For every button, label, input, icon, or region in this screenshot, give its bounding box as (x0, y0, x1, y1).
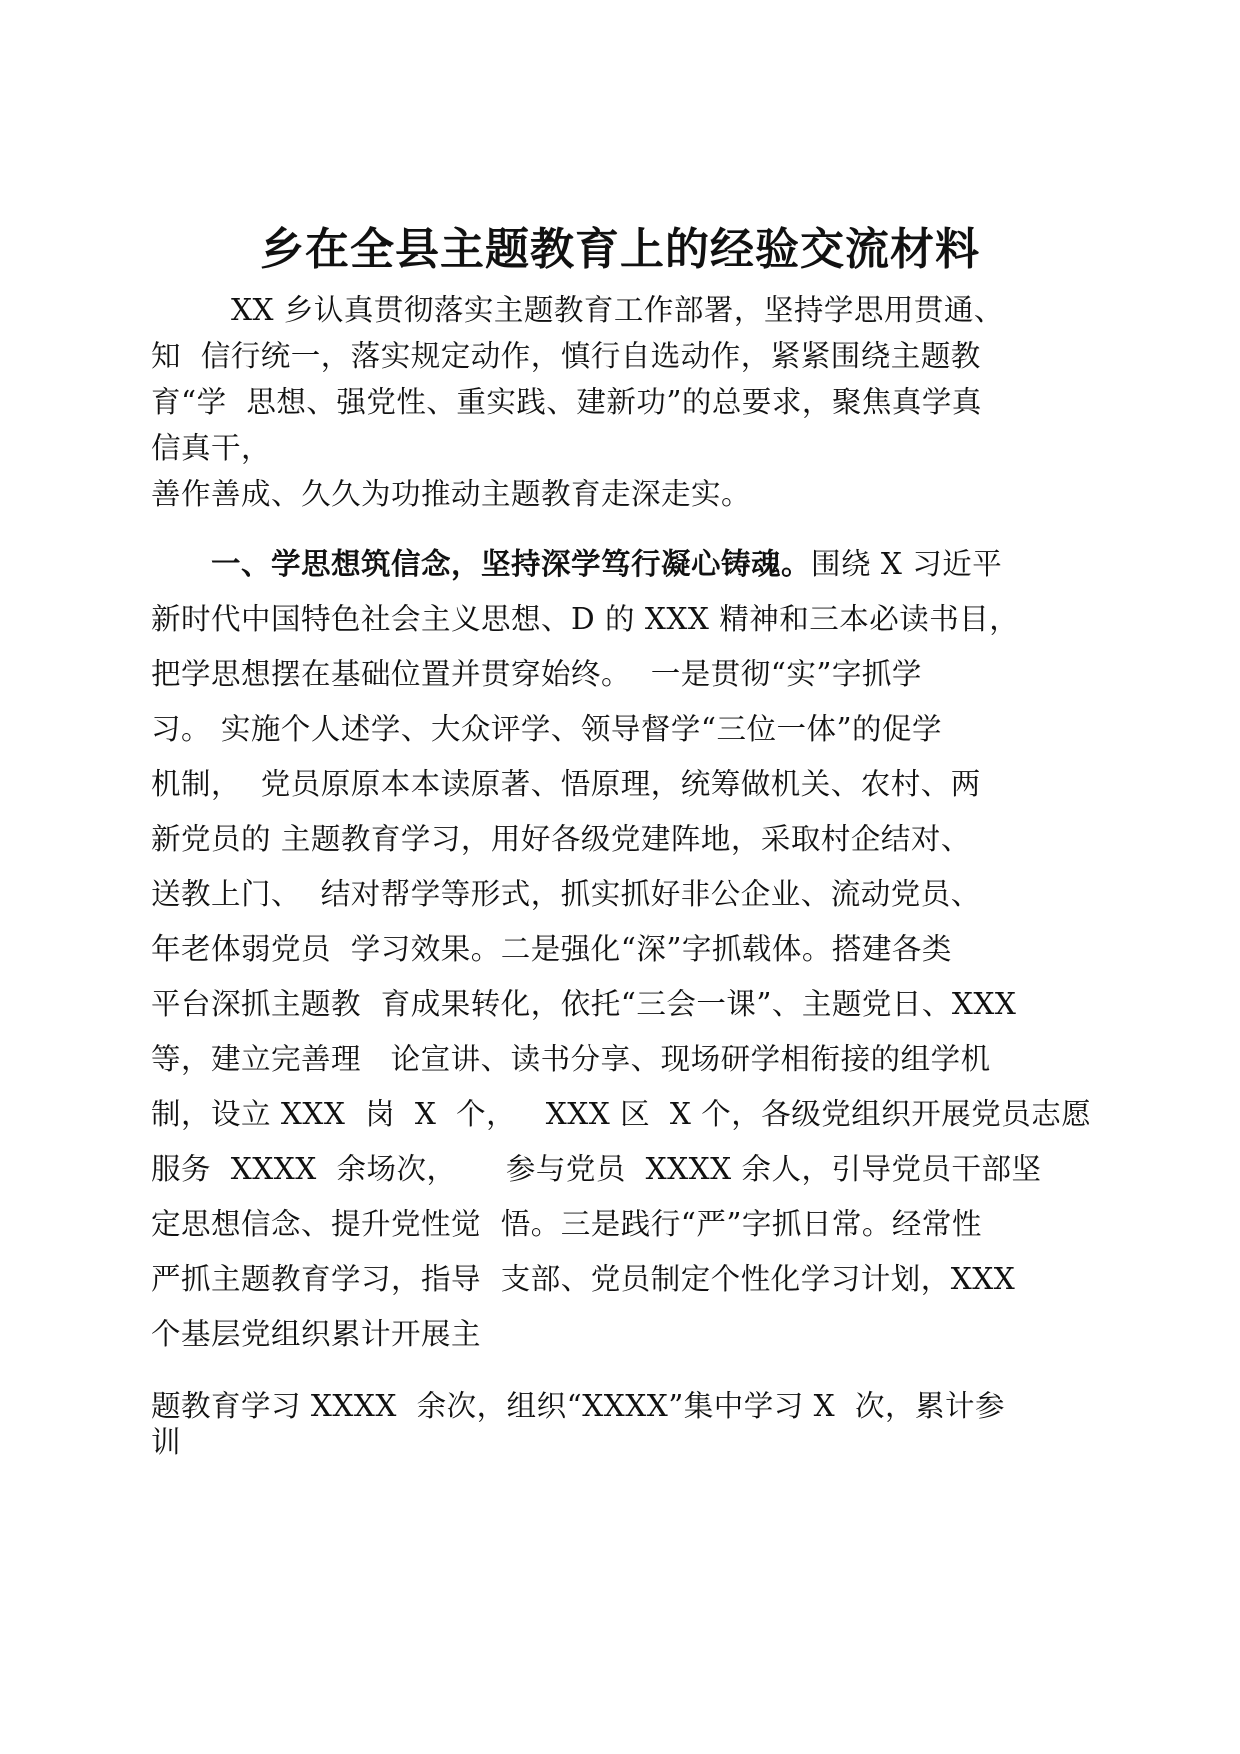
body-line: 训 (151, 1425, 182, 1459)
intro-line: XX 乡认真贯彻落实主题教育工作部署，坚持学思用贯通、 (231, 293, 1004, 327)
section-1-heading: 一、学思想筑信念，坚持深学笃行凝心铸魂。 (211, 547, 812, 581)
body-line: 把学思想摆在基础位置并贯穿始终。 一是贯彻“实”字抓学 (151, 657, 922, 691)
intro-line: 善作善成、久久为功推动主题教育走深走实。 (151, 477, 752, 511)
body-line: 服务 XXXX 余场次， 参与党员 XXXX 余人，引导党员干部坚 (151, 1152, 1042, 1186)
intro-line: 信真干， (151, 431, 272, 465)
body-line: 制，设立 XXX 岗 X 个， XXX 区 X 个，各级党组织开展党员志愿 (151, 1097, 1092, 1131)
body-line: 题教育学习 XXXX 余次，组织“XXXX”集中学习 X 次，累计参 (151, 1389, 1005, 1423)
body-line: 定思想信念、提升党性觉 悟。三是践行“严”字抓日常。经常性 (151, 1207, 982, 1241)
body-line: 习。 实施个人述学、大众评学、领导督学“三位一体”的促学 (151, 712, 943, 746)
section-1-first-line (211, 544, 1002, 584)
body-line: 机制， 党员原原本本读原著、悟原理，统筹做机关、农村、两 (151, 767, 981, 801)
body-line: 等，建立完善理 论宣讲、读书分享、现场研学相衔接的组学机 (151, 1042, 991, 1076)
intro-line: 育“学 思想、强党性、重实践、建新功”的总要求，聚焦真学真 (151, 385, 982, 419)
body-line: 严抓主题教育学习，指导 支部、党员制定个性化学习计划，XXX (151, 1262, 1016, 1296)
body-line: 送教上门、 结对帮学等形式，抓实抓好非公企业、流动党员、 (151, 877, 981, 911)
body-line: 新党员的 主题教育学习，用好各级党建阵地，采取村企结对、 (151, 822, 971, 856)
section-1-first-line-text: 围绕 X 习近平 (811, 547, 1003, 581)
body-line: 新时代中国特色社会主义思想、D 的 XXX 精神和三本必读书目， (151, 602, 1020, 636)
body-line: 个基层党组织累计开展主 (151, 1317, 482, 1351)
body-line: 年老体弱党员 学习效果。二是强化“深”字抓载体。搭建各类 (151, 932, 952, 966)
body-line: 平台深抓主题教 育成果转化，依托“三会一课”、主题党日、XXX (151, 987, 1017, 1021)
intro-line: 知 信行统一，落实规定动作，慎行自选动作，紧紧围绕主题教 (151, 339, 981, 373)
document-title: 乡在全县主题教育上的经验交流材料 (260, 224, 980, 275)
